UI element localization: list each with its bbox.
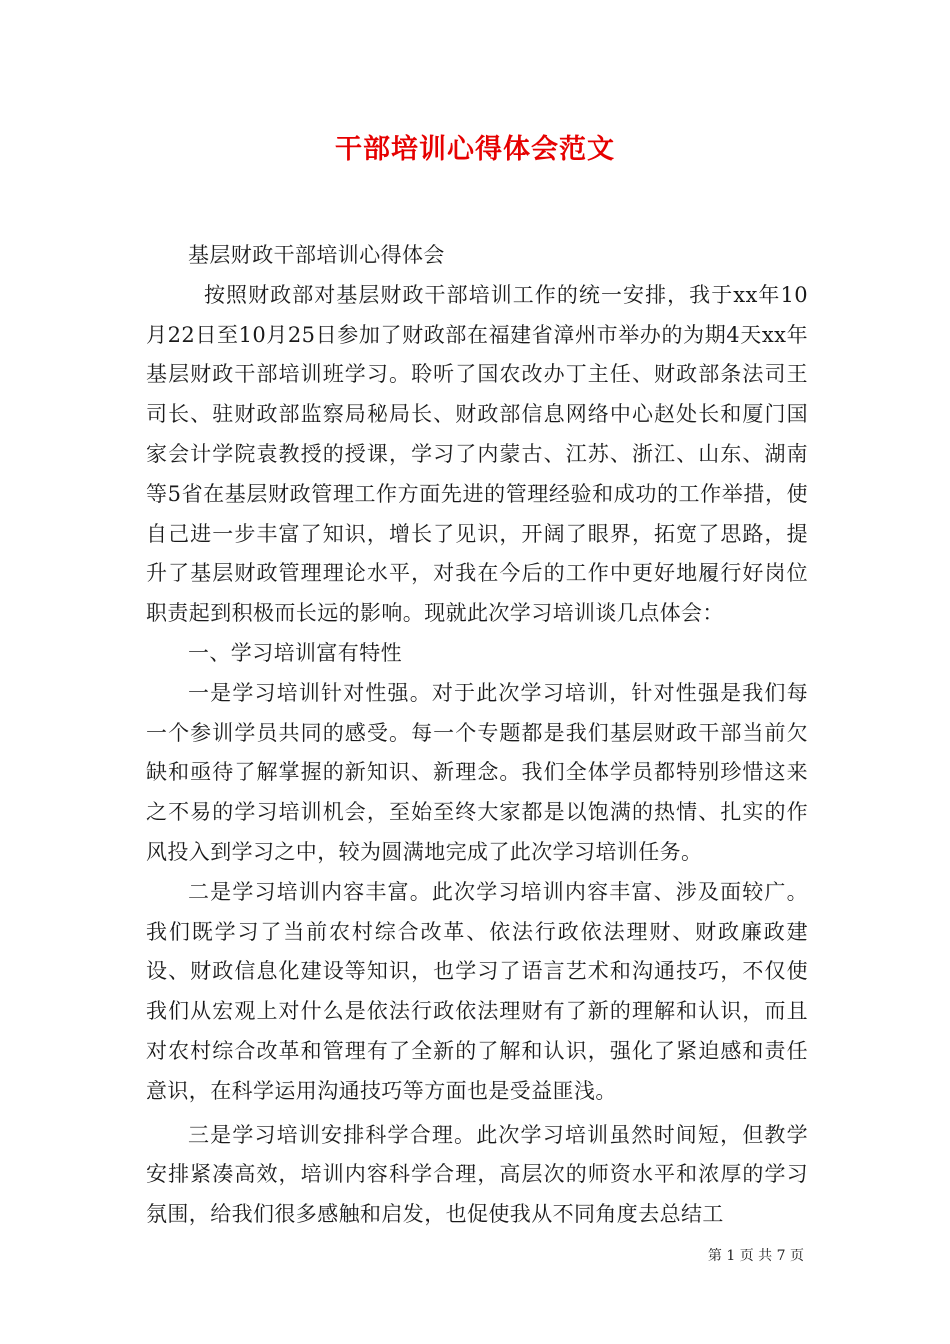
paragraph: 一是学习培训针对性强。对于此次学习培训，针对性强是我们每一个参训学员共同的感受。每一个专题都是我们基层财政干部当前欠缺和亟待了解掌握的新知识、新理念。我们全体学员都特别珍惜这来之不易的学习培训机会，至始至终大家都是以饱满的热情、扎实的作风投入到学习之中，较为圆满地完成了此次学习培训任务。 <box>146 680 808 864</box>
paragraph: 三是学习培训安排科学合理。此次学习培训虽然时间短，但教学安排紧凑高效，培训内容科学合理，高层次的师资水平和浓厚的学习氛围，给我们很多感触和启发，也促使我从不同角度去总结工 <box>146 1122 808 1227</box>
footer-total-pages: 7 <box>776 1248 786 1264</box>
footer-middle: 页 共 <box>739 1248 773 1264</box>
footer-current-page: 1 <box>726 1248 736 1264</box>
document-title: 干部培训心得体会范文 <box>335 134 615 165</box>
footer-suffix: 页 <box>790 1248 804 1264</box>
paragraph: 二是学习培训内容丰富。此次学习培训内容丰富、涉及面较广。我们既学习了当前农村综合改革、依法行政依法理财、财政廉政建设、财政信息化建设等知识，也学习了语言艺术和沟通技巧，不仅使我们从宏观上对什么是依法行政依法理财有了新的理解和认识，而且对农村综合改革和管理有了全新的了解和认识，强化了紧迫感和责任意识，在科学运用沟通技巧等方面也是受益匪浅。 <box>146 879 808 1103</box>
page-footer <box>708 1246 804 1266</box>
footer-prefix: 第 <box>707 1248 722 1264</box>
document-body <box>146 236 808 1235</box>
section-heading: 一、学习培训富有特性 <box>188 640 402 665</box>
paragraph: 按照财政部对基层财政干部培训工作的统一安排，我于xx年10月22日至10月25日参加了财政部在福建省漳州市举办的为期4天xx年基层财政干部培训班学习。聆听了国农改办丁主任、财政部条法司王司长、驻财政部监察局秘局长、财政部信息网络中心赵处长和厦门国家会计学院袁教授的授课，学习了内蒙古、江苏、浙江、山东、湖南等5省在基层财政管理工作方面先进的管理经验和成功的工作举措，使自己进一步丰富了知识，增长了见识，开阔了眼界，拓宽了思路，提升了基层财政管理理论水平，对我在今后的工作中更好地履行好岗位职责起到积极而长远的影响。现就此次学习培训谈几点体会： <box>146 282 808 626</box>
document-subtitle: 基层财政干部培训心得体会 <box>188 243 445 267</box>
